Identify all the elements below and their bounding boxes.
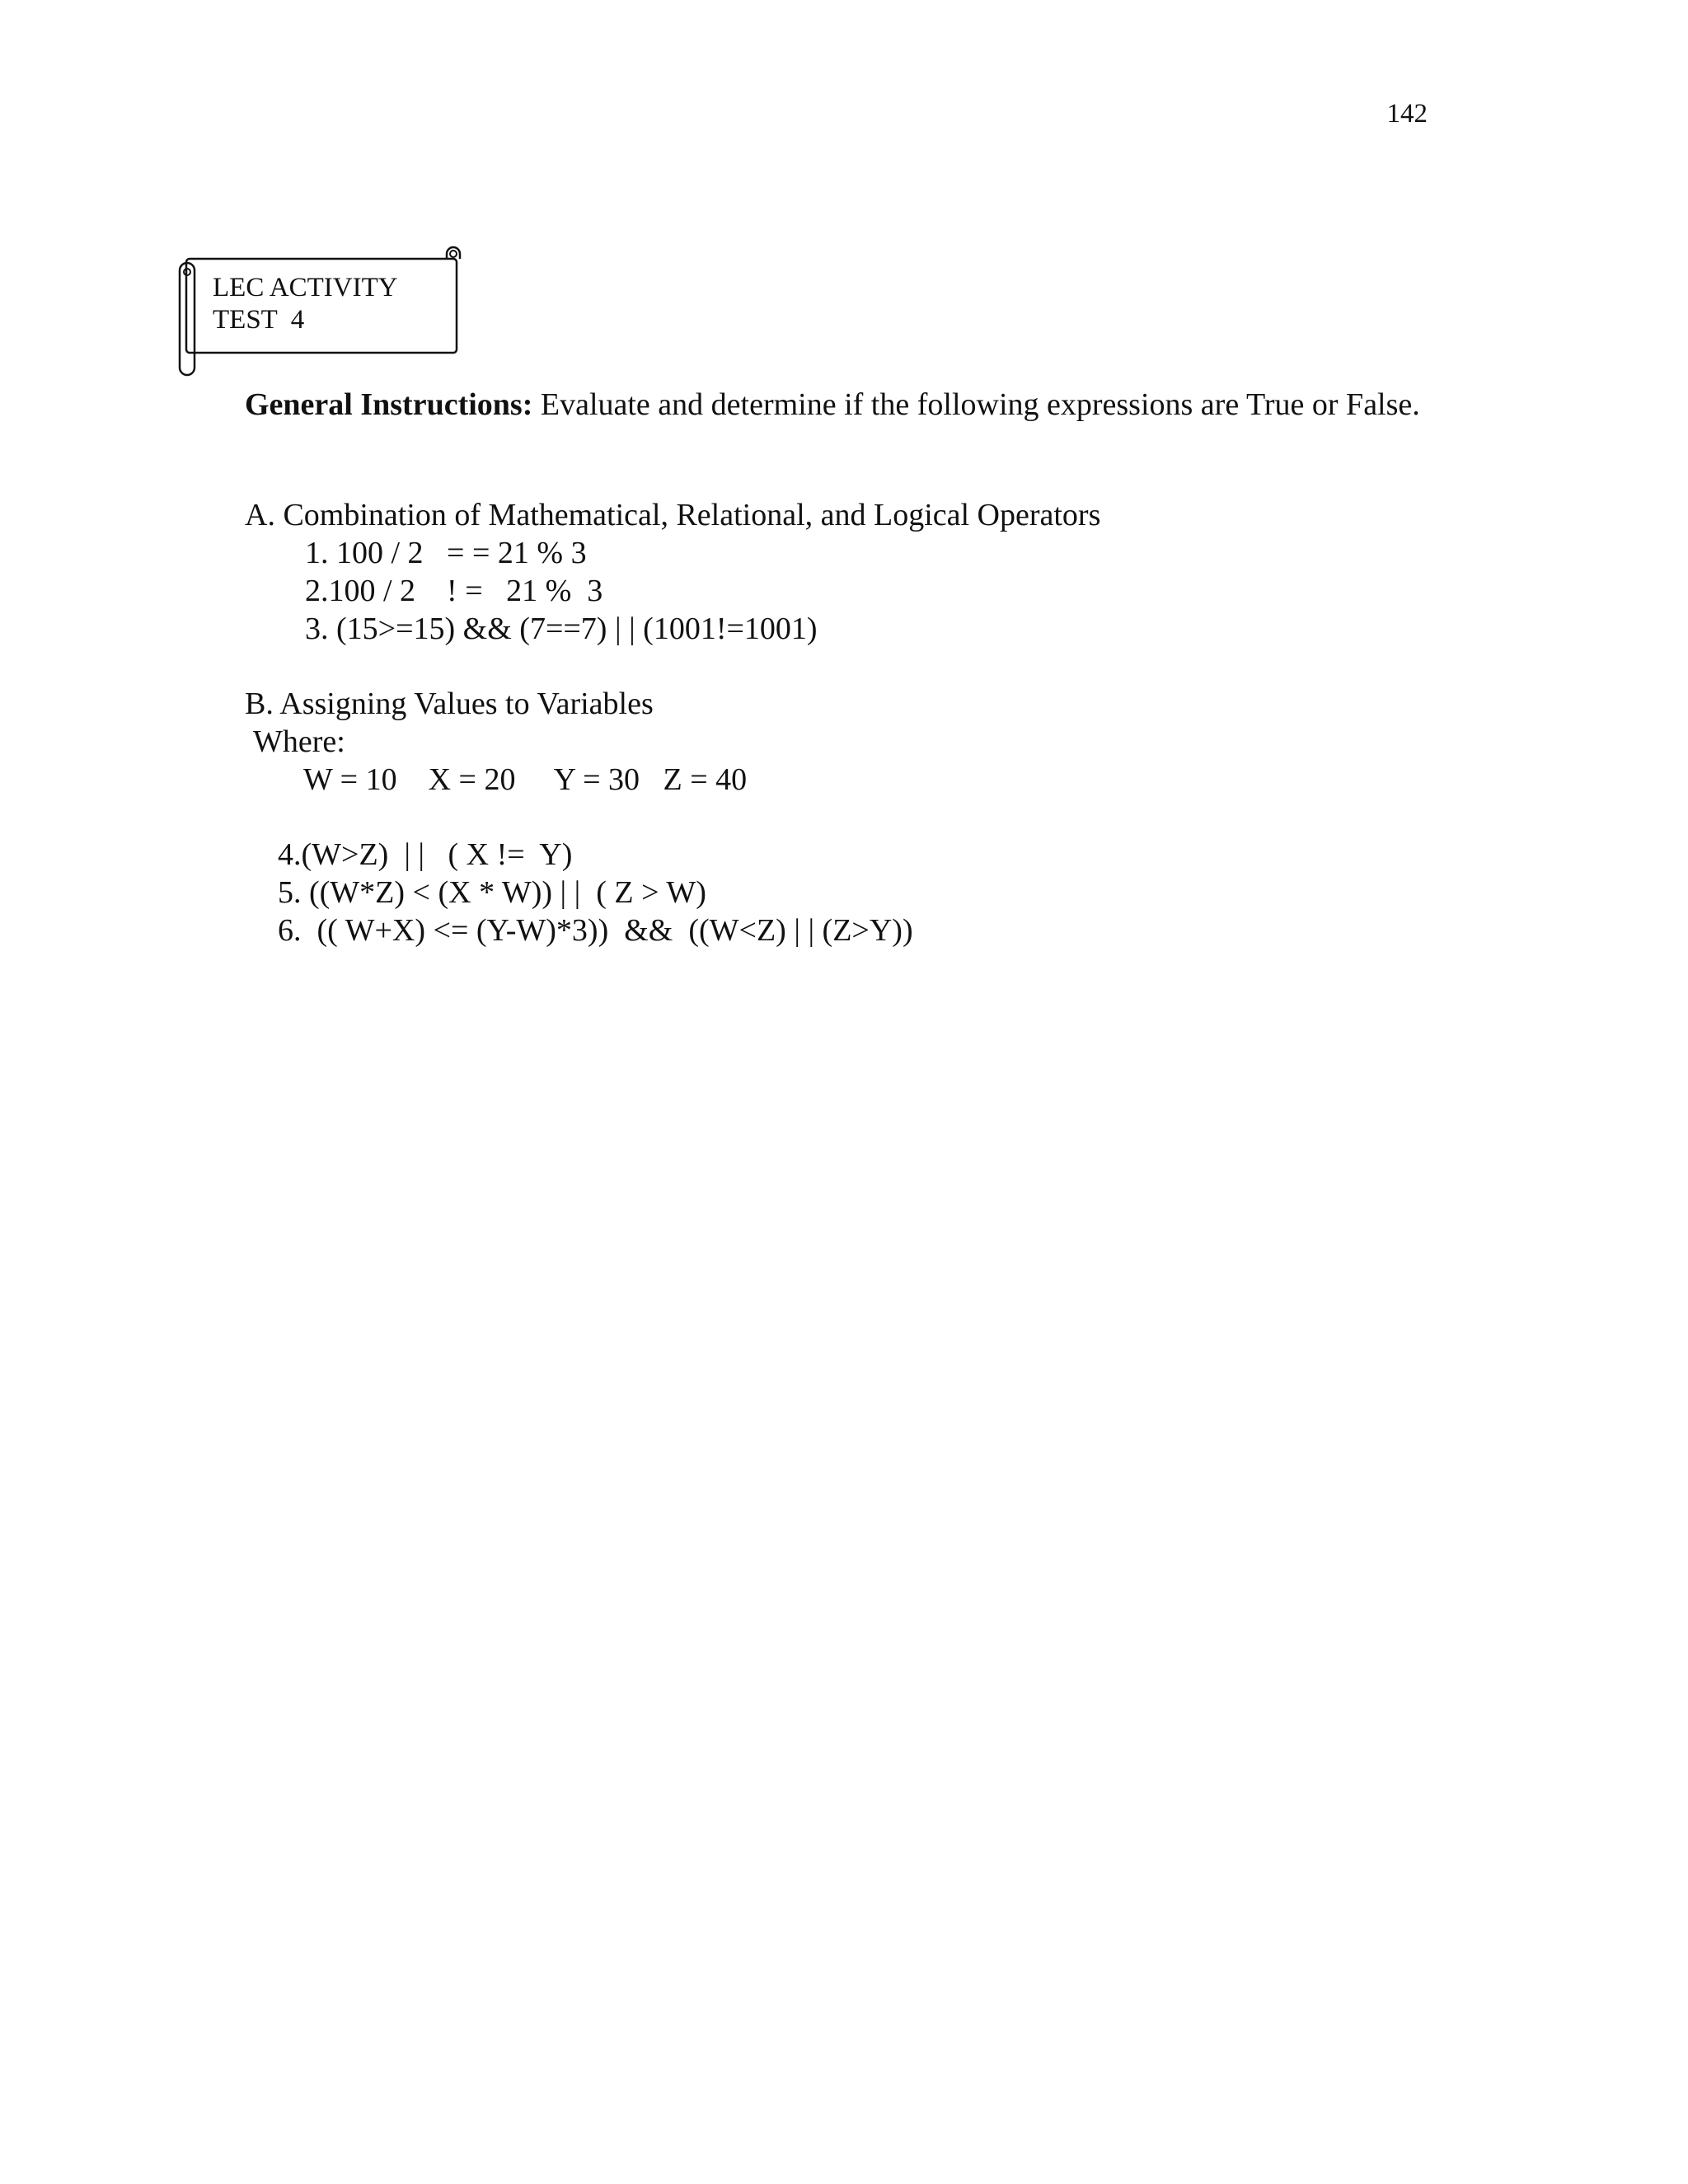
instructions-label: General Instructions: [245,387,533,422]
section-b-item-4: 4.(W>Z) | | ( X != Y) [278,837,573,872]
page-number: 142 [1386,99,1428,129]
banner-line-2: TEST 4 [213,305,305,335]
section-b-heading: B. Assigning Values to Variables [245,687,654,721]
section-b-item-6: 6. (( W+X) <= (Y-W)*3)) && ((W<Z) | | (Z>Y)) [278,913,913,948]
section-a-item-3: 3. (15>=15) && (7==7) | | (1001!=1001) [305,612,818,646]
activity-banner [175,246,468,377]
section-a-item-1: 1. 100 / 2 = = 21 % 3 [305,536,587,570]
general-instructions [245,386,1429,424]
section-b-item-5: 5. ((W*Z) < (X * W)) | | ( Z > W) [278,875,706,910]
section-b-where-label: Where: [253,724,345,759]
banner-line-1: LEC ACTIVITY [213,273,398,302]
section-a-item-2: 2.100 / 2 ! = 21 % 3 [305,574,603,608]
section-a-heading: A. Combination of Mathematical, Relational, and Logical Operators [245,498,1101,532]
section-b-values: W = 10 X = 20 Y = 30 Z = 40 [303,762,748,797]
banner-text [213,272,398,336]
instructions-text: Evaluate and determine if the following expressions are True or False. [532,387,1420,422]
